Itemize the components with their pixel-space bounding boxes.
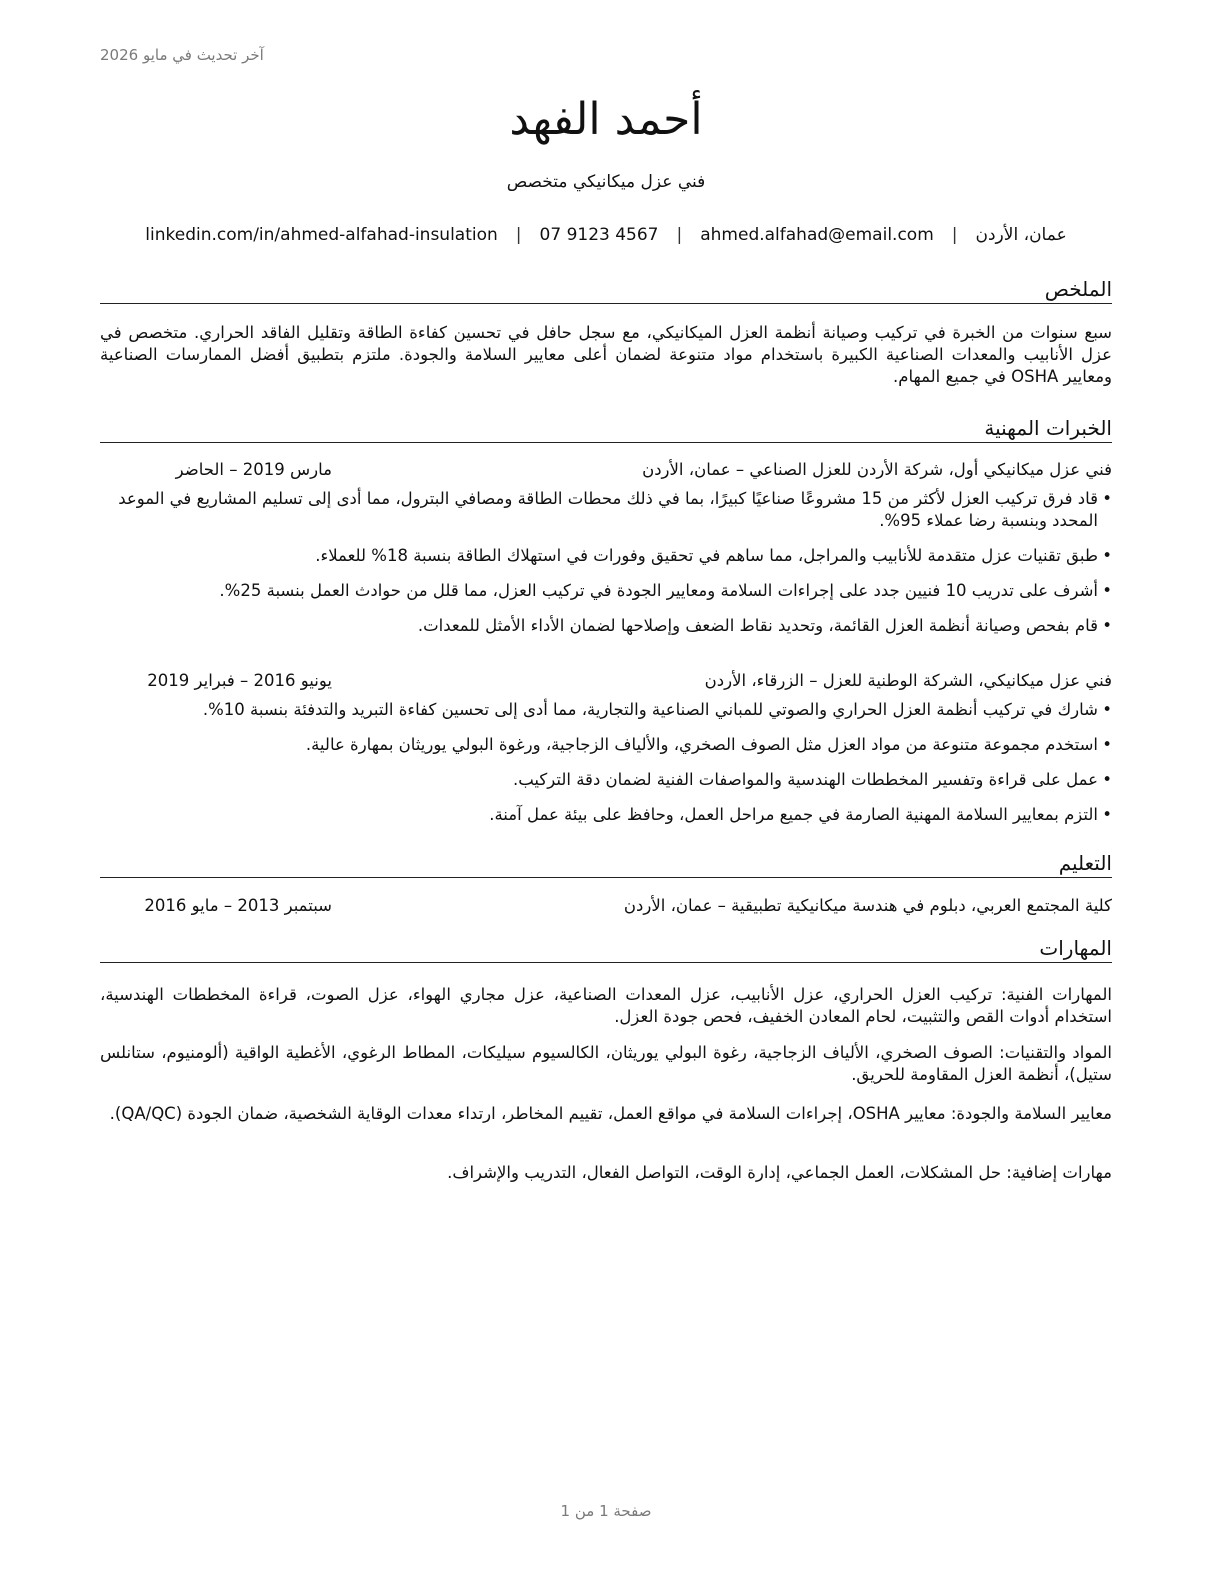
skills-heading: المهارات	[100, 935, 1112, 963]
job-bullet: • قام بفحص وصيانة أنظمة العزل القائمة، وتحديد نقاط الضعف وإصلاحها لضمان الأداء الأمثل للمعدات.	[100, 615, 1112, 637]
job-header	[100, 458, 1112, 482]
resume-page	[100, 0, 1112, 1584]
contact-phone[interactable]: 07 9123 4567	[539, 225, 659, 245]
experience-heading: الخبرات المهنية	[100, 415, 1112, 443]
job-role: فني عزل ميكانيكي أول، شركة الأردن للعزل الصناعي – عمان، الأردن	[642, 460, 1112, 479]
contact-email[interactable]: ahmed.alfahad@email.com	[700, 225, 934, 245]
job-dates: مارس 2019 – الحاضر	[175, 460, 332, 479]
job-bullet: • طبق تقنيات عزل متقدمة للأنابيب والمراجل، مما ساهم في تحقيق وفورات في استهلاك الطاقة بنسبة 18% للعملاء.	[100, 545, 1112, 567]
last-updated-note: آخر تحديث في مايو 2026	[100, 46, 264, 64]
contact-location: عمان، الأردن	[975, 225, 1067, 245]
skills-additional: مهارات إضافية: حل المشكلات، العمل الجماعي، إدارة الوقت، التواصل الفعال، التدريب والإشراف.	[447, 1163, 1112, 1182]
page-number: صفحة 1 من 1	[560, 1502, 652, 1520]
job-bullet: • قاد فرق تركيب العزل لأكثر من 15 مشروعًا صناعيًا كبيرًا، بما في ذلك محطات الطاقة ومصافي البترول، مما أدى إلى تسليم المشاريع في الموعد المحدد وبنسبة رضا عملاء 95%.	[100, 488, 1112, 532]
contact-separator: |	[515, 225, 522, 245]
job-dates: يونيو 2016 – فبراير 2019	[147, 671, 332, 690]
summary-heading: الملخص	[100, 276, 1112, 304]
contact-separator: |	[951, 225, 958, 245]
job-bullet: • أشرف على تدريب 10 فنيين جدد على إجراءات السلامة ومعايير الجودة في تركيب العزل، مما قلل من حوادث العمل بنسبة 25%.	[100, 580, 1112, 602]
education-dates: سبتمبر 2013 – مايو 2016	[144, 896, 332, 915]
education-entry	[100, 894, 1112, 918]
contact-linkedin[interactable]: linkedin.com/in/ahmed-alfahad-insulation	[145, 225, 498, 245]
job-bullets	[100, 488, 1112, 650]
summary-text: سبع سنوات من الخبرة في تركيب وصيانة أنظمة العزل الميكانيكي، مع سجل حافل في تحسين كفاءة الطاقة وتقليل الفاقد الحراري. متخصص في عزل الأنابيب والمعدات الصناعية الكبيرة باستخدام مواد متنوعة لضمان أعلى معايير السلامة والجودة. ملتزم بتطبيق أفضل الممارسات الصناعية ومعايير OSHA في جميع المهام.	[100, 323, 1112, 386]
candidate-title: فني عزل ميكانيكي متخصص	[506, 172, 706, 192]
skills-safety: معايير السلامة والجودة: معايير OSHA، إجراءات السلامة في مواقع العمل، تقييم المخاطر، ارتداء معدات الوقاية الشخصية، ضمان الجودة (QA/QC).	[109, 1104, 1112, 1123]
job-bullets	[100, 699, 1112, 839]
job-bullet: • عمل على قراءة وتفسير المخططات الهندسية والمواصفات الفنية لضمان دقة التركيب.	[100, 769, 1112, 791]
job-header	[100, 669, 1112, 693]
job-bullet: • استخدم مجموعة متنوعة من مواد العزل مثل الصوف الصخري، والألياف الزجاجية، ورغوة البولي يوريثان بمهارة عالية.	[100, 734, 1112, 756]
job-bullet: • التزم بمعايير السلامة المهنية الصارمة في جميع مراحل العمل، وحافظ على بيئة عمل آمنة.	[100, 804, 1112, 826]
contact-separator: |	[676, 225, 683, 245]
skills-technical: المهارات الفنية: تركيب العزل الحراري، عزل الأنابيب، عزل المعدات الصناعية، عزل مجاري الهواء، عزل الصوت، قراءة المخططات الهندسية، استخدام أدوات القص والتثبيت، لحام المعادن الخفيف، فحص جودة العزل.	[100, 985, 1112, 1026]
candidate-name: أحمد الفهد	[509, 94, 703, 145]
education-heading: التعليم	[100, 850, 1112, 878]
job-bullet: • شارك في تركيب أنظمة العزل الحراري والصوتي للمباني الصناعية والتجارية، مما أدى إلى تحسين كفاءة التبريد والتدفئة بنسبة 10%.	[100, 699, 1112, 721]
education-institution: كلية المجتمع العربي، دبلوم في هندسة ميكانيكية تطبيقية – عمان، الأردن	[623, 896, 1112, 915]
job-role: فني عزل ميكانيكي، الشركة الوطنية للعزل – الزرقاء، الأردن	[704, 671, 1112, 690]
contact-line	[100, 223, 1112, 247]
skills-materials: المواد والتقنيات: الصوف الصخري، الألياف الزجاجية، رغوة البولي يوريثان، الكالسيوم سيليكات، المطاط الرغوي، الأغطية الواقية (ألومنيوم، ستانلس ستيل)، أنظمة العزل المقاومة للحريق.	[100, 1043, 1112, 1084]
